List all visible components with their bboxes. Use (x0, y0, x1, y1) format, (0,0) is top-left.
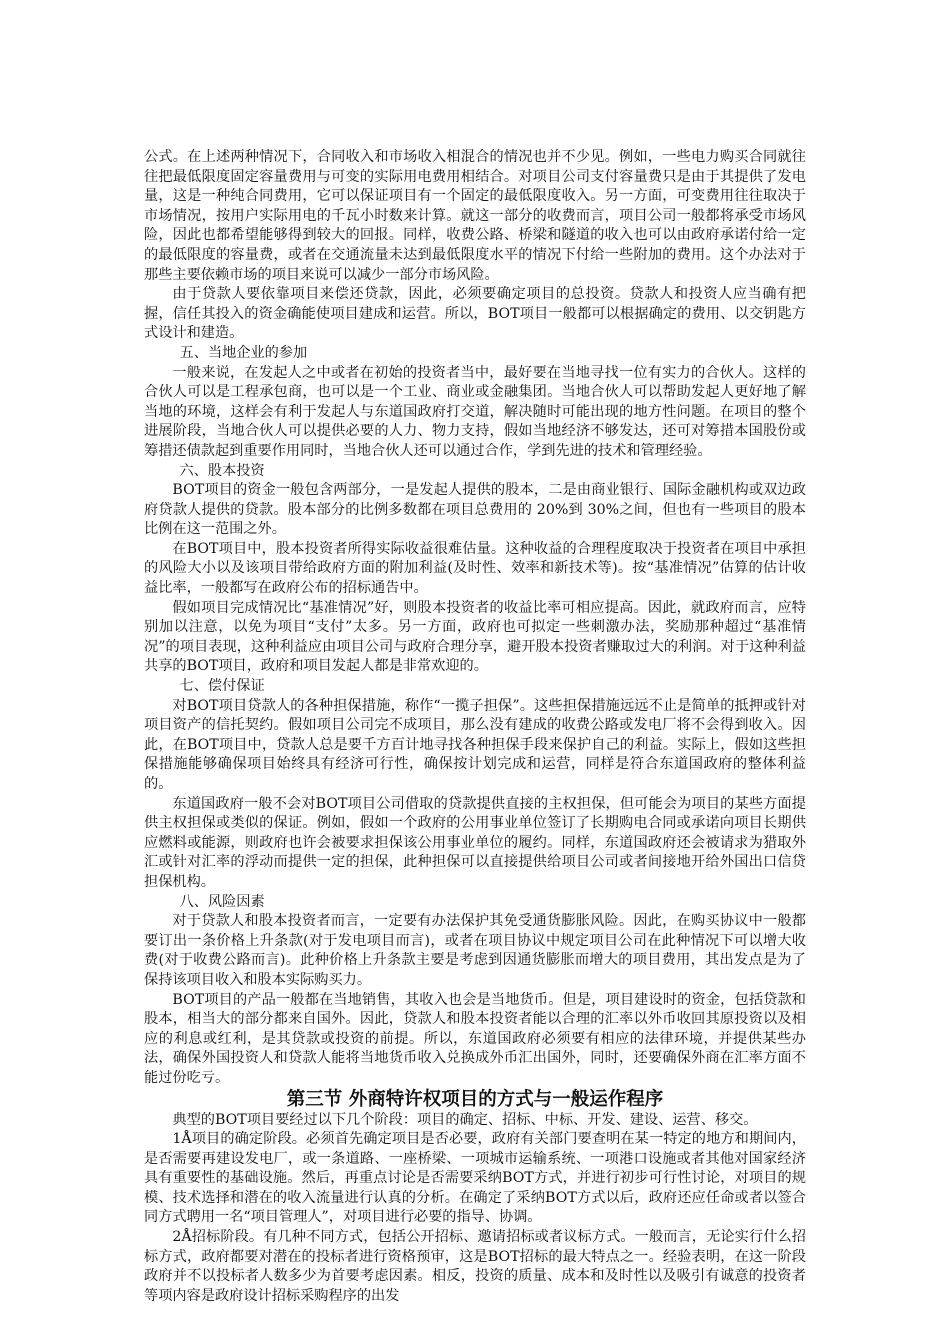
paragraph: BOT项目的产品一般都在当地销售，其收入也会是当地货币。但是，项目建设时的资金，包括贷款和股本，相当大的部分都来自国外。因此，贷款人和股本投资者能以合理的汇率以外币收回其原投资以及相应的利息或红利，是其贷款或投资的前提。所以，东道国政府必须要有相应的法律环境，并提供某些办法，确保外国投资人和贷款人能将当地货币收入兑换成外币汇出国外，同时，还要确保外商在汇率方面不能过份吃亏。 (144, 991, 806, 1086)
paragraph: 一般来说，在发起人之中或者在初始的投资者当中，最好要在当地寻找一位有实力的合伙人。这样的合伙人可以是工程承包商，也可以是一个工业、商业或金融集团。当地合伙人可以帮助发起人更好地了解当地的环境，这样会有利于发起人与东道国政府打交道，解决随时可能出现的地方性问题。在项目的整个进展阶段，当地合伙人可以提供必要的人力、物力支持，假如当地经济不够发达，还可对筹措本国股份或筹措还债款起到重要作用同时，当地合伙人还可以通过合作，学到先进的技术和管理经验。 (144, 364, 806, 459)
paragraph: 假如项目完成情况比“基准情况”好，则股本投资者的收益比率可相应提高。因此，就政府而言，应特别加以注意，以免为项目“支付”太多。另一方面，政府也可拟定一些刺激办法，奖励那种超过“基准情况”的项目表现，这种利益应由项目公司与政府合理分享，避开股本投资者赚取过大的利润。对于这种利益共享的BOT项目，政府和项目发起人都是非常欢迎的。 (144, 599, 806, 675)
paragraph: 1Å项目的确定阶段。必须首先确定项目是否必要，政府有关部门要查明在某一特定的地方和期间内，是否需要再建设发电厂，或一条道路、一座桥梁、一项城市运输系统、一项港口设施或者其他对国家经济具有重要性的基础设施。然后，再重点讨论是否需要采纳BOT方式，并进行初步可行性讨论，对项目的规模、技术选择和潜在的收入流量进行认真的分析。在确定了采纳BOT方式以后，政府还应任命或者以签合同方式聘用一名“项目管理人”，对项目进行必要的指导、协调。 (144, 1131, 806, 1226)
paragraph: 对于贷款人和股本投资者而言，一定要有办法保护其免受通货膨胀风险。因此，在购买协议中一般都要订出一条价格上升条款(对于发电项目而言)，或者在项目协议中规定项目公司在此种情况下可以增大收费(对于收费公路而言)。此种价格上升条款主要是考虑到因通货膨胀而增大的项目费用，其出发点是为了保持该项目收入和股本实际购买力。 (144, 913, 806, 988)
paragraph: 公式。在上述两种情况下，合同收入和市场收入相混合的情况也并不少见。例如，一些电力购买合同就往往把最低限度固定容量费用与可变的实际用电费用相结合。对项目公司支付容量费只是由于其提供了发电量，这是一种纯合同费用，它可以保证项目有一个固定的最低限度收入。另一方面，可变费用往往取决于市场情况，按用户实际用电的千瓦小时数来计算。就这一部分的收费而言，项目公司一般都将承受市场风险，因此也都希望能够得到较大的回报。同样，收费公路、桥梁和隧道的收入也可以由政府承诺付给一定的最低限度的容量费，或者在交通流量未达到最低限度水平的情况下付给一些附加的费用。这个办法对于那些主要依赖市场的项目来说可以减少一部分市场风险。 (144, 149, 806, 283)
document-page (144, 148, 806, 1306)
subsection-heading: 八、风险因素 (179, 893, 265, 910)
paragraph: 在BOT项目中，股本投资者所得实际收益很难估量。这种收益的合理程度取决于投资者在项目中承担的风险大小以及该项目带给政府方面的附加利益(及时性、效率和新技术等)。按“基准情况”估算的估计收益比率，一般都写在政府公布的招标通告中。 (144, 540, 806, 597)
paragraph: 由于贷款人要依靠项目来偿还贷款，因此，必须要确定项目的总投资。贷款人和投资人应当确有把握，信任其投入的资金确能使项目建成和运营。所以，BOT项目一般都可以根据确定的费用、以交钥匙方式设计和建造。 (144, 286, 806, 342)
subsection-heading: 七、偿付保证 (179, 678, 265, 695)
subsection-heading: 六、股本投资 (179, 462, 265, 479)
paragraph: 2Å招标阶段。有几种不同方式，包括公开招标、邀请招标或者议标方式。一般而言，无论实行什么招标方式，政府都要对潜在的投标者进行资格预审，这是BOT招标的最大特点之一。经验表明，在这一阶段政府并不以投标者人数多少为首要考虑因素。相反，投资的质量、成本和及时性以及吸引有诚意的投资者等项内容是政府设计招标采购程序的出发 (144, 1229, 806, 1304)
paragraph: 典型的BOT项目要经过以下几个阶段：项目的确定、招标、中标、开发、建设、运营、移交。 (172, 1111, 758, 1128)
paragraph: BOT项目的资金一般包含两部分，一是发起人提供的股本，二是由商业银行、国际金融机构或双边政府贷款人提供的贷款。股本部分的比例多数都在项目总费用的 20%到 30%之间，但也有一些项目的股本比例在这一范围之外。 (144, 482, 806, 538)
paragraph: 对BOT项目贷款人的各种担保措施，称作“一揽子担保”。这些担保措施远远不止是简单的抵押或针对项目资产的信托契约。假如项目公司完不成项目，那么没有建成的收费公路或发电厂将不会得到收入。因此，在BOT项目中，贷款人总是要千方百计地寻找各种担保手段来保护自己的利益。实际上，假如这些担保措施能够确保项目始终具有经济可行性，确保按计划完成和运营，同样是符合东道国政府的整体利益的。 (144, 697, 806, 792)
paragraph: 东道国政府一般不会对BOT项目公司借取的贷款提供直接的主权担保，但可能会为项目的某些方面提供主权担保或类似的保证。例如，假如一个政府的公用事业单位签订了长期购电合同或承诺向项目长期供应燃料或能源，则政府也许会被要求担保该公用事业单位的履约。同样，东道国政府还会被请求为猎取外汇或针对汇率的浮动而提供一定的担保，此种担保可以直接提供给项目公司或者间接地开给外国出口信贷担保机构。 (144, 795, 806, 890)
section-title: 第三节 外商特许权项目的方式与一般运作程序 (286, 1088, 664, 1110)
subsection-heading: 五、当地企业的参加 (179, 344, 308, 361)
